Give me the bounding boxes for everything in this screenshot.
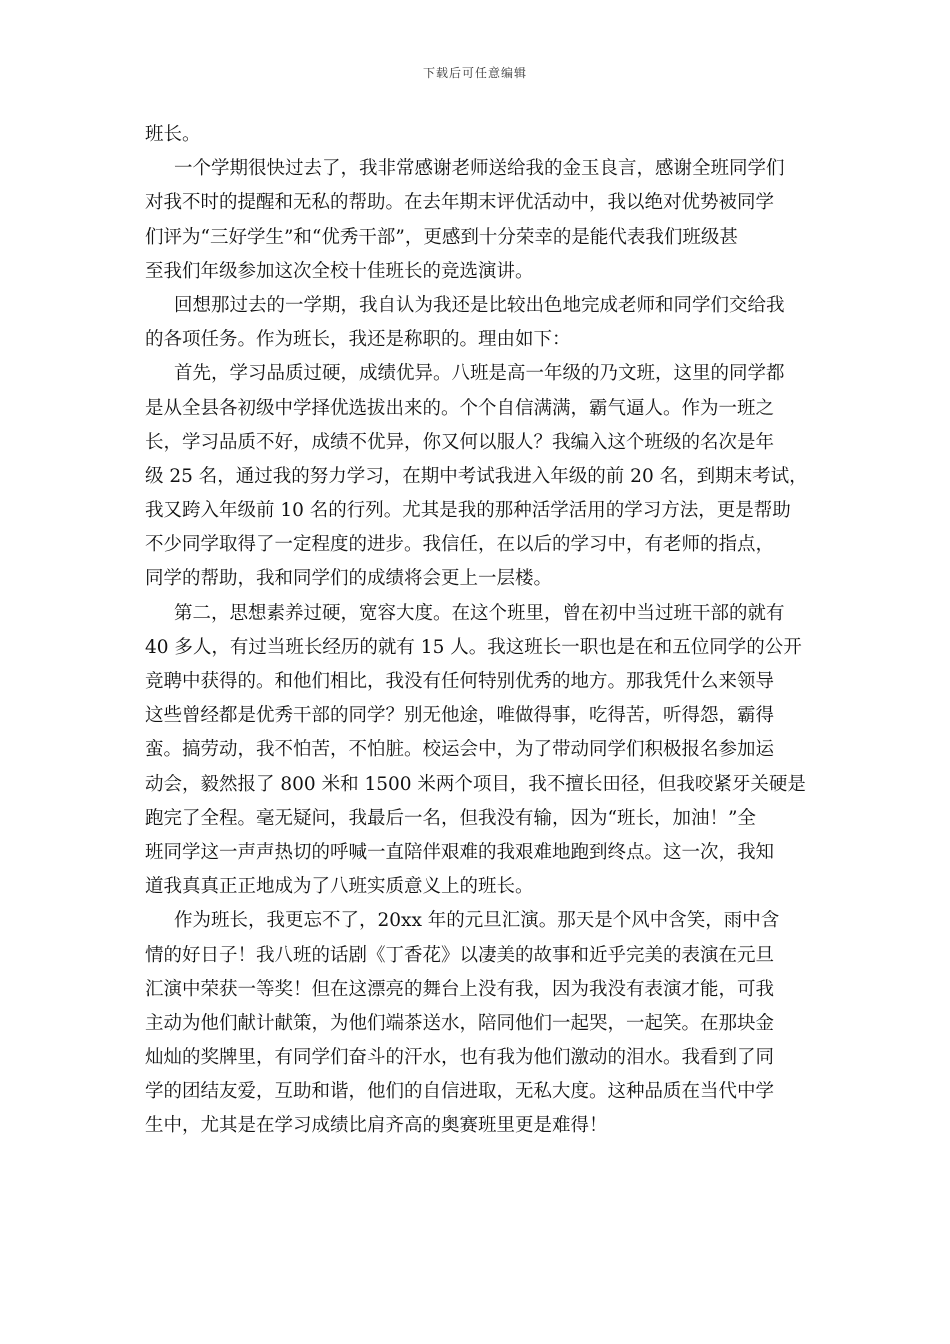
text-line: 道我真真正正地成为了八班实质意义上的班长。 bbox=[145, 876, 534, 898]
text-line: 长，学习品质不好，成绩不优异，你又何以服人？我编入这个班级的名次是年 bbox=[145, 431, 775, 453]
text-line: 同学的帮助，我和同学们的成绩将会更上一层楼。 bbox=[145, 568, 553, 590]
text-line: 一个学期很快过去了，我非常感谢老师送给我的金玉良言，感谢全班同学们 bbox=[174, 158, 785, 180]
text-line: 学的团结友爱，互助和谐，他们的自信进取，无私大度。这种品质在当代中学 bbox=[145, 1081, 775, 1103]
text-line: 对我不时的提醒和无私的帮助。在去年期末评优活动中，我以绝对优势被同学 bbox=[145, 192, 775, 214]
page-header: 下载后可任意编辑 bbox=[422, 66, 527, 80]
text-line: 蛮。搞劳动，我不怕苦，不怕脏。校运会中，为了带动同学们积极报名参加运 bbox=[145, 739, 775, 761]
text-line: 班长。 bbox=[145, 124, 201, 145]
text-line: 情的好日子！我八班的话剧《丁香花》以凄美的故事和近乎完美的表演在元旦 bbox=[145, 944, 775, 966]
text-line: 级 25 名，通过我的努力学习，在期中考试我进入年级的前 20 名，到期末考试， bbox=[145, 465, 808, 487]
text-line: 第二，思想素养过硬，宽容大度。在这个班里，曾在初中当过班干部的就有 bbox=[174, 602, 785, 624]
text-line: 的各项任务。作为班长，我还是称职的。理由如下： bbox=[145, 329, 571, 351]
text-line: 主动为他们献计献策，为他们端茶送水，陪同他们一起哭，一起笑。在那块金 bbox=[145, 1012, 775, 1034]
text-line: 生中，尤其是在学习成绩比肩齐高的奥赛班里更是难得！ bbox=[145, 1115, 608, 1137]
text-line: 不少同学取得了一定程度的进步。我信任，在以后的学习中，有老师的指点， bbox=[145, 534, 775, 556]
text-line: 灿灿的奖牌里，有同学们奋斗的汗水，也有我为他们激动的泪水。我看到了同 bbox=[145, 1047, 775, 1069]
text-line: 我又跨入年级前 10 名的行列。尤其是我的那种活学活用的学习方法，更是帮助 bbox=[145, 500, 791, 522]
text-line: 们评为“三好学生”和“优秀干部”，更感到十分荣幸的是能代表我们班级甚 bbox=[145, 226, 738, 248]
text-line: 班同学这一声声热切的呼喊一直陪伴艰难的我艰难地跑到终点。这一次，我知 bbox=[145, 841, 775, 863]
text-line: 跑完了全程。毫无疑问，我最后一名，但我没有输，因为“班长，加油！”全 bbox=[145, 807, 756, 829]
text-line: 首先，学习品质过硬，成绩优异。八班是高一年级的乃文班，这里的同学都 bbox=[174, 363, 785, 385]
text-line: 竞聘中获得的。和他们相比，我没有任何特别优秀的地方。那我凭什么来领导 bbox=[145, 671, 775, 692]
text-line: 动会，毅然报了 800 米和 1500 米两个项目，我不擅长田径，但我咬紧牙关硬是 bbox=[145, 773, 806, 795]
text-line: 40 多人，有过当班长经历的就有 15 人。我这班长一职也是在和五位同学的公开 bbox=[145, 636, 802, 658]
text-line: 回想那过去的一学期，我自认为我还是比较出色地完成老师和同学们交给我 bbox=[174, 294, 785, 316]
text-line: 作为班长，我更忘不了，20xx 年的元旦汇演。那天是个风中含笑，雨中含 bbox=[174, 910, 780, 932]
text-line: 是从全县各初级中学择优选拔出来的。个个自信满满，霸气逼人。作为一班之 bbox=[145, 397, 775, 419]
text-line: 至我们年级参加这次全校十佳班长的竞选演讲。 bbox=[145, 260, 534, 282]
text-line: 这些曾经都是优秀干部的同学？别无他途，唯做得事，吃得苦，听得怨，霸得 bbox=[145, 705, 775, 727]
text-line: 汇演中荣获一等奖！但在这漂亮的舞台上没有我，因为我没有表演才能，可我 bbox=[145, 978, 775, 1000]
document-body bbox=[145, 118, 810, 1144]
